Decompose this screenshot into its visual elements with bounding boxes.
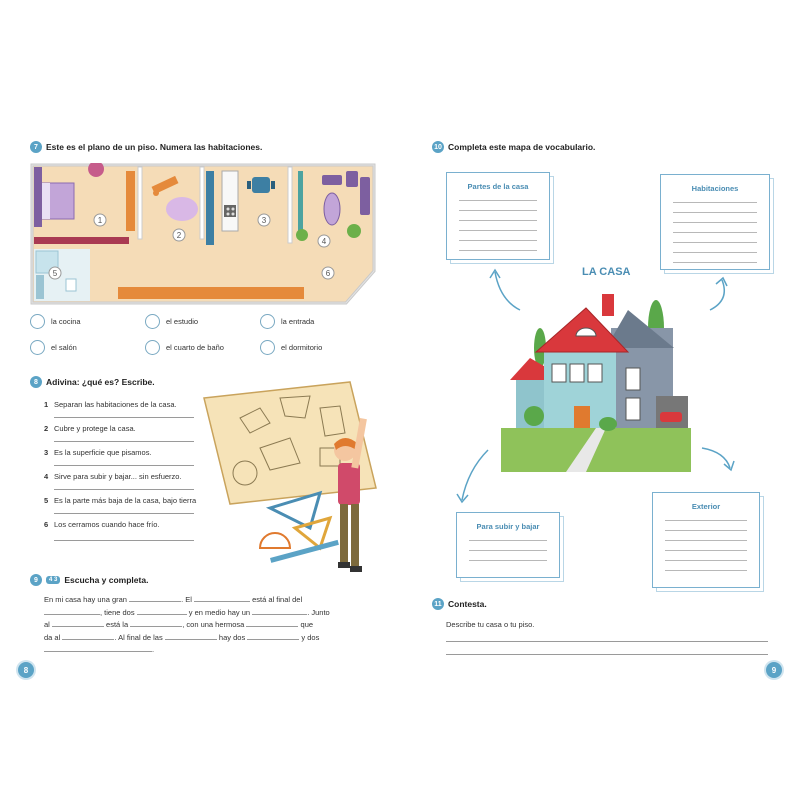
option-entrada[interactable] [260, 314, 314, 329]
ex8-item-2: 2 Cubre y protege la casa. [44, 424, 136, 433]
gap-line[interactable] [130, 619, 182, 627]
option-label: el dormitorio [281, 343, 323, 352]
answer-circle[interactable] [30, 314, 45, 329]
center-label: LA CASA [582, 266, 631, 278]
ex11-heading [432, 598, 487, 610]
gap-line[interactable] [52, 619, 104, 627]
room-number-6: 6 [325, 269, 331, 278]
option-salon[interactable] [30, 340, 77, 355]
option-dormitorio[interactable] [260, 340, 322, 355]
ex8-number: 8 [30, 376, 42, 388]
gap-line[interactable] [165, 632, 217, 640]
ex7-number: 7 [30, 141, 42, 153]
option-estudio[interactable] [145, 314, 198, 329]
answer-circle[interactable] [145, 340, 160, 355]
room-number-3: 3 [261, 216, 267, 225]
vocab-box-title: Exterior [691, 502, 721, 511]
ex8-item-6: 6 Los cerramos cuando hace frío. [44, 520, 160, 529]
answer-line[interactable] [54, 533, 194, 541]
vocab-box-subir[interactable] [456, 512, 560, 578]
audio-track-badge[interactable]: 4 3 [46, 576, 60, 584]
ex7-heading [30, 141, 262, 153]
answer-circle[interactable] [145, 314, 160, 329]
vocab-box-title: Para subir y bajar [476, 522, 540, 531]
ex8-item-3: 3 Es la superficie que pisamos. [44, 448, 152, 457]
vocab-box-title: Partes de la casa [467, 182, 529, 191]
ex9-title: Escucha y completa. [64, 575, 149, 585]
ex9-number: 9 [30, 574, 42, 586]
gap-line[interactable] [252, 607, 307, 615]
gap-line[interactable] [247, 632, 299, 640]
ex8-item-5: 5 Es la parte más baja de la casa, bajo tierra [44, 496, 197, 505]
floor-plan [30, 163, 376, 305]
answer-line[interactable] [446, 641, 768, 642]
page-number-left: 8 [18, 662, 34, 678]
vocab-box-title: Habitaciones [691, 184, 739, 193]
ex10-heading [432, 141, 595, 153]
ex9-gap-text: En mi casa hay una gran . El está al final del , tiene dos y en medio hay un . Junto al está la , con una hermosa que da al . Al final de las hay dos y dos . [44, 595, 330, 654]
ex11-prompt: Describe tu casa o tu piso. [446, 620, 535, 629]
gap-line[interactable] [44, 644, 152, 652]
room-number-1: 1 [97, 216, 103, 225]
answer-line[interactable] [54, 434, 194, 442]
answer-circle[interactable] [30, 340, 45, 355]
ex7-title: Este es el plano de un piso. Numera las habitaciones. [46, 142, 263, 152]
ex8-item-1: 1 Separan las habitaciones de la casa. [44, 400, 177, 409]
room-number-2: 2 [176, 231, 182, 240]
gap-line[interactable] [44, 607, 100, 615]
ex8-title: Adivina: ¿qué es? Escribe. [46, 377, 155, 387]
ex8-item-4: 4 Sirve para subir y bajar... sin esfuerzo. [44, 472, 182, 481]
house-illustration [496, 288, 696, 478]
option-label: el estudio [166, 317, 199, 326]
answer-circle[interactable] [260, 314, 275, 329]
option-label: el salón [51, 343, 77, 352]
option-bano[interactable] [145, 340, 224, 355]
option-label: la entrada [281, 317, 315, 326]
option-cocina[interactable] [30, 314, 81, 329]
architect-illustration [200, 378, 390, 578]
gap-line[interactable] [129, 594, 181, 602]
ex9-heading [30, 574, 148, 586]
ex10-title: Completa este mapa de vocabulario. [448, 142, 596, 152]
answer-line[interactable] [54, 506, 194, 514]
answer-line[interactable] [54, 482, 194, 490]
answer-circle[interactable] [260, 340, 275, 355]
answer-line[interactable] [54, 458, 194, 466]
ex11-title: Contesta. [448, 599, 487, 609]
option-label: la cocina [51, 317, 81, 326]
option-label: el cuarto de baño [166, 343, 224, 352]
gap-line[interactable] [246, 619, 298, 627]
gap-line[interactable] [194, 594, 250, 602]
ex11-number: 11 [432, 598, 444, 610]
page-number-right: 9 [766, 662, 782, 678]
gap-line[interactable] [137, 607, 187, 615]
ex10-number: 10 [432, 141, 444, 153]
ex8-heading [30, 376, 155, 388]
room-number-5: 5 [52, 269, 58, 278]
room-number-4: 4 [321, 237, 327, 246]
gap-line[interactable] [62, 632, 114, 640]
answer-line[interactable] [54, 410, 194, 418]
vocab-box-habitaciones[interactable] [660, 174, 770, 270]
answer-line[interactable] [446, 654, 768, 655]
vocab-box-partes[interactable] [446, 172, 550, 260]
